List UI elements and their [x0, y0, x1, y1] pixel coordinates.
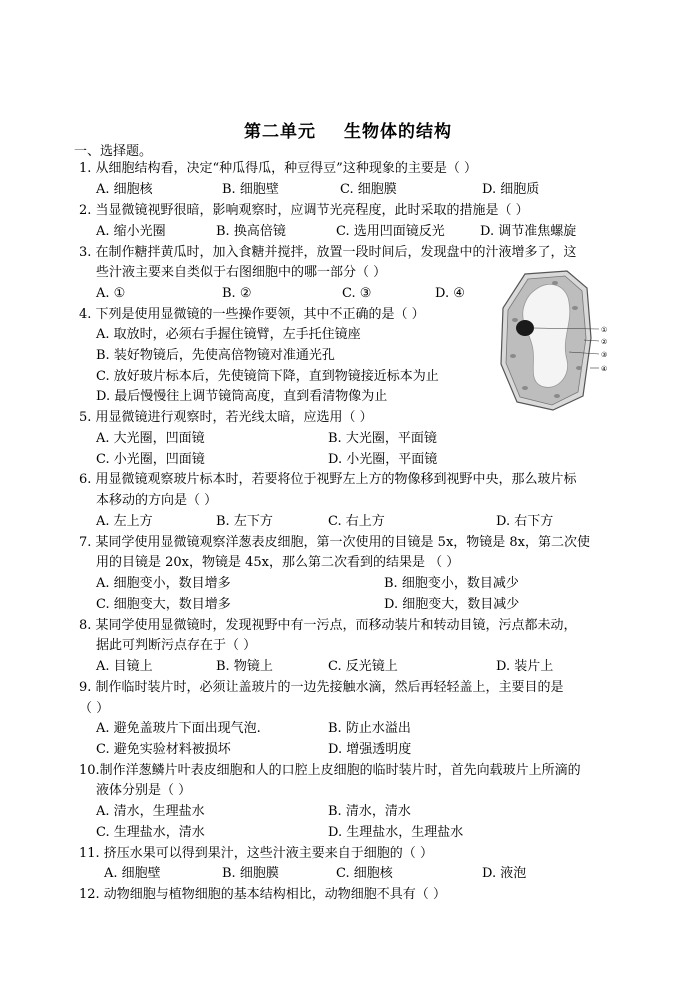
q8-option-d: D. 装片上 [496, 659, 554, 674]
title-topic: 生物体的结构 [344, 122, 452, 142]
q2-option-a: A. 缩小光圈 [96, 224, 166, 239]
q11-option-d: D. 液泡 [482, 866, 527, 881]
label-1: ① [601, 326, 608, 334]
question-10-stem-cont: 液体分别是（ ） [96, 783, 192, 798]
label-3: ③ [601, 351, 608, 359]
q4-option-a: A. 取放时，必须右手握住镜臂，左手托住镜座 [96, 327, 361, 342]
question-9-stem: 9. 制作临时装片时，必须让盖玻片的一边先接触水滴，然后再轻轻盖上，主要目的是 [79, 680, 564, 695]
question-2-stem: 2. 当显微镜视野很暗，影响观察时，应调节光亮程度，此时采取的措施是（ ） [79, 203, 529, 218]
q1-option-d: D. 细胞质 [482, 182, 540, 197]
q1-option-b: B. 细胞壁 [222, 182, 279, 197]
q8-option-a: A. 目镜上 [96, 659, 153, 674]
question-9-stem-cont: （ ） [79, 701, 110, 716]
question-6-stem-cont: 本移动的方向是（ ） [96, 493, 218, 508]
q6-option-d: D. 右下方 [496, 514, 554, 529]
q7-option-d: D. 细胞变大，数目减少 [384, 597, 520, 612]
label-2: ② [601, 338, 608, 346]
question-7-stem-cont: 用的目镜是 20x，物镜是 45x，那么第二次看到的结果是 （ ） [96, 555, 460, 570]
q5-option-d: D. 小光圈，平面镜 [328, 452, 438, 467]
q8-option-c: C. 反光镜上 [328, 659, 398, 674]
q1-option-c: C. 细胞膜 [340, 182, 397, 197]
title-unit: 第二单元 [244, 122, 316, 142]
question-8-stem-cont: 据此可判断污点存在于（ ） [96, 638, 257, 653]
q7-option-c: C. 细胞变大，数目增多 [96, 597, 231, 612]
q4-option-c: C. 放好玻片标本后，先使镜筒下降，直到物镜接近标本为止 [96, 369, 439, 384]
q2-option-b: B. 换高倍镜 [216, 224, 286, 239]
q10-option-b: B. 清水，清水 [328, 804, 411, 819]
q3-option-d: D. ④ [435, 286, 465, 301]
q11-option-a: A. 细胞壁 [104, 866, 161, 881]
q9-option-b: B. 防止水溢出 [328, 721, 411, 736]
q10-option-d: D. 生理盐水，生理盐水 [328, 825, 464, 840]
question-12-stem: 12. 动物细胞与植物细胞的基本结构相比，动物细胞不具有（ ） [79, 887, 446, 902]
q2-option-c: C. 选用凹面镜反光 [336, 224, 445, 239]
question-3-stem-cont: 些汁液主要来自类似于右图细胞中的哪一部分（ ） [96, 265, 387, 280]
q3-option-b: B. ② [222, 286, 252, 301]
q7-option-b: B. 细胞变小，数目减少 [384, 576, 519, 591]
q11-option-c: C. 细胞核 [336, 866, 393, 881]
q9-option-a: A. 避免盖玻片下面出现气泡. [96, 721, 261, 736]
q3-option-c: C. ③ [342, 286, 372, 301]
q8-option-b: B. 物镜上 [216, 659, 273, 674]
q3-option-a: A. ① [96, 286, 126, 301]
question-1-stem: 1. 从细胞结构看，决定“种瓜得瓜，种豆得豆”这种现象的主要是（ ） [79, 161, 477, 176]
section-heading: 一、选择题。 [74, 144, 153, 159]
q4-option-d: D. 最后慢慢往上调节镜筒高度，直到看清物像为止 [96, 389, 388, 404]
question-11-stem: 11. 挤压水果可以得到果汁，这些汁液主要来自于细胞的（ ） [79, 846, 433, 861]
q6-option-b: B. 左下方 [216, 514, 273, 529]
question-5-stem: 5. 用显微镜进行观察时，若光线太暗，应选用（ ） [79, 410, 373, 425]
page-title [0, 117, 696, 142]
q9-option-d: D. 增强透明度 [328, 742, 412, 757]
question-4-stem: 4. 下列是使用显微镜的一些操作要领，其中不正确的是（ ） [79, 307, 425, 322]
q4-option-b: B. 装好物镜后，先使高倍物镜对准通光孔 [96, 348, 335, 363]
question-6-stem: 6. 用显微镜观察玻片标本时，若要将位于视野左上方的物像移到视野中央，那么玻片标 [79, 472, 577, 487]
q10-option-c: C. 生理盐水，清水 [96, 825, 205, 840]
q5-option-a: A. 大光圈，凹面镜 [96, 431, 205, 446]
nucleus [516, 320, 534, 336]
q6-option-c: C. 右上方 [328, 514, 385, 529]
question-3-stem: 3. 在制作糖拌黄瓜时，加入食糖并搅拌，放置一段时间后，发现盘中的汁液增多了，这 [79, 245, 577, 260]
q5-option-c: C. 小光圈，凹面镜 [96, 452, 205, 467]
q11-option-b: B. 细胞膜 [222, 866, 279, 881]
q5-option-b: B. 大光圈，平面镜 [328, 431, 437, 446]
question-10-stem: 10.制作洋葱鳞片叶表皮细胞和人的口腔上皮细胞的临时装片时，首先向载玻片上所滴的 [79, 763, 581, 778]
question-7-stem: 7. 某同学使用显微镜观察洋葱表皮细胞，第一次使用的目镜是 5x，物镜是 8x，第二次使 [79, 535, 591, 550]
q2-option-d: D. 调节准焦螺旋 [480, 224, 577, 239]
q9-option-c: C. 避免实验材料被损坏 [96, 742, 231, 757]
q6-option-a: A. 左上方 [96, 514, 153, 529]
q10-option-a: A. 清水，生理盐水 [96, 804, 205, 819]
label-4: ④ [601, 365, 608, 373]
plant-cell-diagram [495, 268, 620, 414]
q7-option-a: A. 细胞变小，数目增多 [96, 576, 231, 591]
q1-option-a: A. 细胞核 [96, 182, 153, 197]
question-8-stem: 8. 某同学使用显微镜时，发现视野中有一污点，而移动装片和转动目镜，污点都未动， [79, 618, 577, 633]
